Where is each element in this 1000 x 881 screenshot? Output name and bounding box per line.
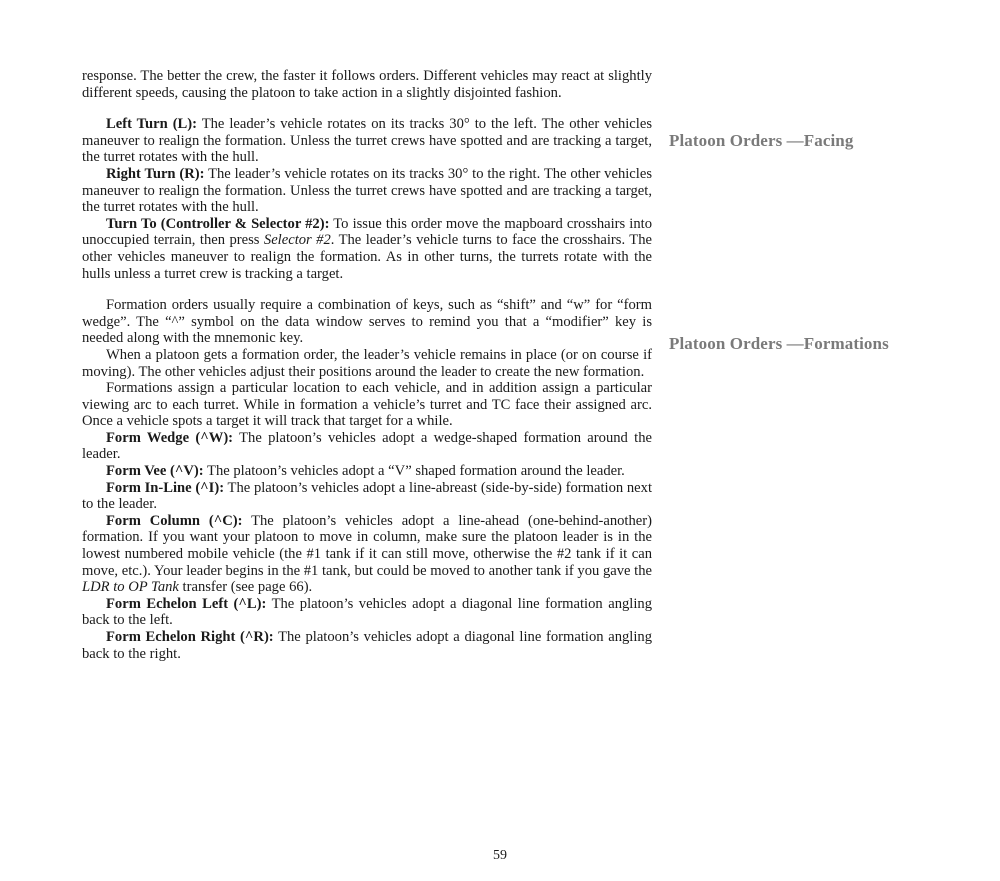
form-column-text-1: The platoon’s vehicles adopt a line-ahead (one-behind-another) formation. If you want your platoon to move in column, make sure the platoon leader is in the lowest numbered mobile vehicle (the #1 tank if it can still move, otherwise the #2 tank if it can move, etc.). Your leader begins in the #1 tank, but could be moved to another tank if you gave the bbox=[82, 512, 652, 579]
side-heading-facing: Platoon Orders —Facing bbox=[669, 131, 854, 150]
formations-intro-paragraph: Formation orders usually require a combination of keys, such as “shift” and “w” for “form wedge”. The “^” symbol on the data window serves to remind you that a “modifier” key is needed along with the mnemonic key. bbox=[82, 297, 652, 347]
form-echelon-left-heading: Form Echelon Left (^L): bbox=[106, 595, 267, 612]
right-turn-text: The leader’s vehicle rotates on its tracks 30° to the right. The other vehicles maneuver to realign the formation. Unless the turret crews have spotted and are tracking a target, the turret rotates with the hull. bbox=[82, 165, 652, 216]
turn-to-text-1: To issue this order move the mapboard crosshairs into unoccupied terrain, then press bbox=[82, 215, 652, 249]
form-wedge-text: The platoon’s vehicles adopt a wedge-shaped formation around the leader. bbox=[82, 429, 652, 463]
form-wedge-paragraph bbox=[82, 430, 652, 463]
page-number: 59 bbox=[493, 848, 507, 863]
form-column-transfer-term: LDR to OP Tank bbox=[82, 579, 179, 596]
right-turn-heading: Right Turn (R): bbox=[106, 165, 205, 182]
form-echelon-right-paragraph bbox=[82, 629, 652, 662]
intro-paragraph: response. The better the crew, the faster it follows orders. Different vehicles may react at slightly different speeds, causing the platoon to take action in a slightly disjointed fashion. bbox=[82, 68, 652, 101]
left-turn-paragraph bbox=[82, 116, 652, 166]
form-inline-heading: Form In-Line (^I): bbox=[106, 479, 225, 496]
left-turn-text: The leader’s vehicle rotates on its tracks 30° to the left. The other vehicles maneuver to realign the formation. Unless the turret crews have spotted and are tracking a target, the turret rotates with the hull. bbox=[82, 116, 652, 166]
form-column-text-2: transfer (see page 66). bbox=[178, 579, 313, 596]
side-heading-formations: Platoon Orders —Formations bbox=[669, 334, 889, 353]
turn-to-paragraph bbox=[82, 216, 652, 282]
left-turn-heading: Left Turn (L): bbox=[106, 116, 198, 133]
turn-to-heading: Turn To (Controller & Selector #2): bbox=[106, 215, 330, 232]
form-wedge-heading: Form Wedge (^W): bbox=[106, 429, 234, 446]
turn-to-selector-term: Selector #2 bbox=[263, 232, 331, 249]
form-column-heading: Form Column (^C): bbox=[106, 512, 243, 529]
form-echelon-left-paragraph bbox=[82, 596, 652, 629]
form-vee-heading: Form Vee (^V): bbox=[106, 463, 204, 480]
form-inline-paragraph bbox=[82, 480, 652, 513]
formations-arc-paragraph: Formations assign a particular location to each vehicle, and in addition assign a particular viewing arc to each turret. While in formation a vehicle’s turret and TC face their assigned arc. Once a vehicle spots a target it will track that target for a while. bbox=[82, 380, 652, 430]
form-echelon-right-heading: Form Echelon Right (^R): bbox=[106, 629, 274, 645]
formations-leader-paragraph: When a platoon gets a formation order, the leader’s vehicle remains in place (or on course if moving). The other vehicles adjust their positions around the leader to create the new formation. bbox=[82, 346, 652, 380]
turn-to-text-2: . The leader’s vehicle turns to face the crosshairs. The other vehicles maneuver to realign the formation. As in other turns, the turrets rotate with the hulls unless a turret crew is tracking a target. bbox=[82, 232, 652, 282]
right-turn-paragraph bbox=[82, 166, 652, 216]
form-echelon-left-text: The platoon’s vehicles adopt a diagonal line formation angling back to the left. bbox=[82, 595, 652, 629]
form-vee-paragraph bbox=[82, 463, 652, 480]
form-column-paragraph bbox=[82, 513, 652, 596]
main-text-column bbox=[82, 68, 652, 662]
form-vee-text: The platoon’s vehicles adopt a “V” shaped formation around the leader. bbox=[203, 463, 625, 480]
form-echelon-right-text: The platoon’s vehicles adopt a diagonal line formation angling back to the right. bbox=[82, 629, 652, 662]
form-inline-text: The platoon’s vehicles adopt a line-abreast (side-by-side) formation next to the leader. bbox=[82, 479, 653, 513]
